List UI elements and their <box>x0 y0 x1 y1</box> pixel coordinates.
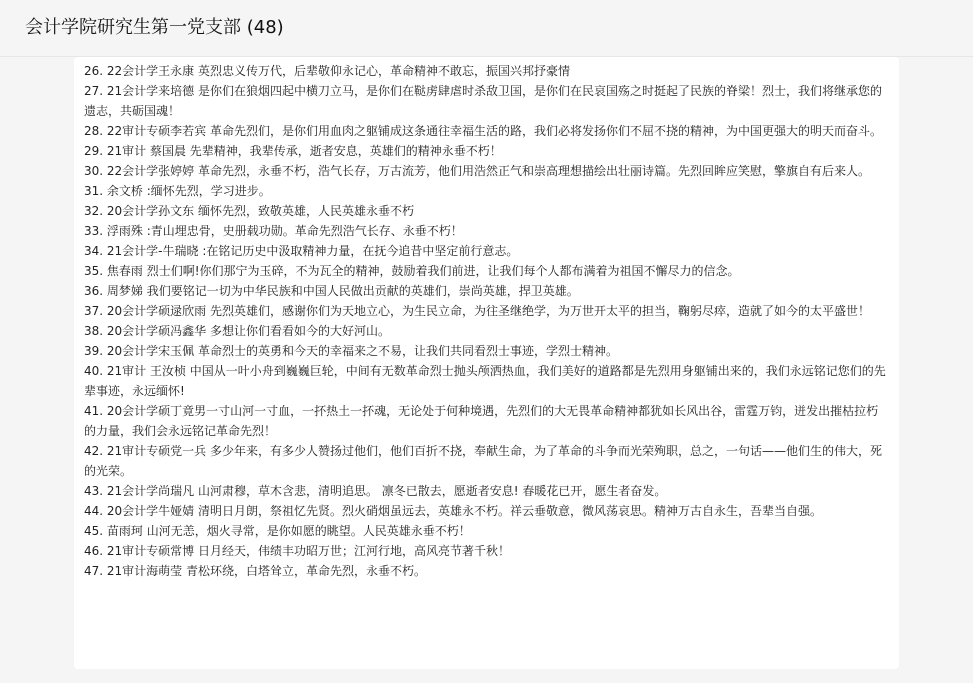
list-item: 43. 21会计学尚瑞凡 山河肃穆，草木含悲，清明追思。 凛冬已散去，愿逝者安息! 春暖花已开，愿生者奋发。 <box>84 484 667 498</box>
list-item: 45. 苗雨珂 山河无恙，烟火寻常，是你如愿的眺望。人民英雄永垂不朽！ <box>84 524 471 538</box>
list-item: 44. 20会计学牛娅婧 清明日月朗，祭祖忆先贤。烈火硝烟虽远去，英雄永不朽。祥云垂敬意，微风荡哀思。精神万古自永生，吾辈当自强。 <box>84 504 822 518</box>
list-item: 27. 21会计学来培德 是你们在狼烟四起中横刀立马，是你们在鞑虏肆虐时杀敌卫国，是你们在民哀国殇之时挺起了民族的脊梁！烈士，我们将继承您的遗志，共砺国魂！ <box>84 84 882 118</box>
message-card <box>74 57 899 669</box>
list-item: 36. 周梦娣 我们要铭记一切为中华民族和中国人民做出贡献的英雄们，崇尚英雄，捍卫英雄。 <box>84 284 579 298</box>
list-item: 42. 21审计专硕党一兵 多少年来，有多少人赞扬过他们，他们百折不挠，奉献生命，为了革命的斗争而光荣殉职，总之，一句话——他们生的伟大，死的光荣。 <box>84 444 882 478</box>
list-item: 37. 20会计学硕逯欣雨 先烈英雄们，感谢你们为天地立心，为生民立命，为往圣继绝学，为万世开太平的担当，鞠躬尽瘁，造就了如今的太平盛世！ <box>84 304 870 318</box>
list-item: 33. 浮雨殊 :青山埋忠骨，史册载功勋。革命先烈浩气长存、永垂不朽！ <box>84 224 463 238</box>
list-item: 40. 21审计 王汝桢 中国从一叶小舟到巍巍巨轮，中间有无数革命烈士抛头颅洒热血，我们美好的道路都是先烈用身躯铺出来的，我们永远铭记您们的先辈事迹，永远缅怀! <box>84 364 886 398</box>
list-item: 41. 20会计学硕丁竟男一寸山河一寸血，一抔热土一抔魂，无论处于何种境遇，先烈们的大无畏革命精神都犹如长风出谷，雷霆万钧，迸发出摧枯拉朽的力量，我们会永远铭记革命先烈！ <box>84 404 879 438</box>
list-item: 47. 21审计海萌莹 青松环绕，白塔耸立，革命先烈，永垂不朽。 <box>84 564 426 578</box>
list-item: 34. 21会计学-牛瑞晓 :在铭记历史中汲取精神力量，在抚今追昔中坚定前行意志。 <box>84 244 519 258</box>
list-item: 39. 20会计学宋玉佩 革命烈士的英勇和今天的幸福来之不易，让我们共同看烈士事迹，学烈士精神。 <box>84 344 618 358</box>
list-item: 32. 20会计学孙文东 缅怀先烈，致敬英雄，人民英雄永垂不朽 <box>84 204 414 218</box>
chat-header <box>0 0 973 57</box>
list-item: 26. 22会计学王永康 英烈忠义传万代，后辈敬仰永记心，革命精神不敢忘，振国兴邦抒豪情 <box>84 64 570 78</box>
group-chat-title: 会计学院研究生第一党支部 (48) <box>25 17 284 38</box>
list-item: 35. 焦春雨 烈士们啊!你们那宁为玉碎，不为瓦全的精神，鼓励着我们前进，让我们每个人都布满着为祖国不懈尽力的信念。 <box>84 264 740 278</box>
list-item: 38. 20会计学硕冯鑫华 多想让你们看看如今的大好河山。 <box>84 324 390 338</box>
list-item: 30. 22会计学张婷婷 革命先烈，永垂不朽，浩气长存，万古流芳，他们用浩然正气和崇高理想描绘出壮丽诗篇。先烈回眸应笑慰，擎旗自有后来人。 <box>84 164 870 178</box>
list-item: 29. 21审计 蔡国晨 先辈精神，我辈传承，逝者安息，英雄们的精神永垂不朽！ <box>84 144 502 158</box>
message-list <box>84 61 890 581</box>
list-item: 46. 21审计专硕常博 日月经天，伟绩丰功昭万世；江河行地，高风亮节著千秋！ <box>84 544 510 558</box>
list-item: 28. 22审计专硕李若宾 革命先烈们，是你们用血肉之躯铺成这条通往幸福生活的路，我们必将发扬你们不屈不挠的精神，为中国更强大的明天而奋斗。 <box>84 124 882 138</box>
list-item: 31. 余文桥 :缅怀先烈，学习进步。 <box>84 184 271 198</box>
